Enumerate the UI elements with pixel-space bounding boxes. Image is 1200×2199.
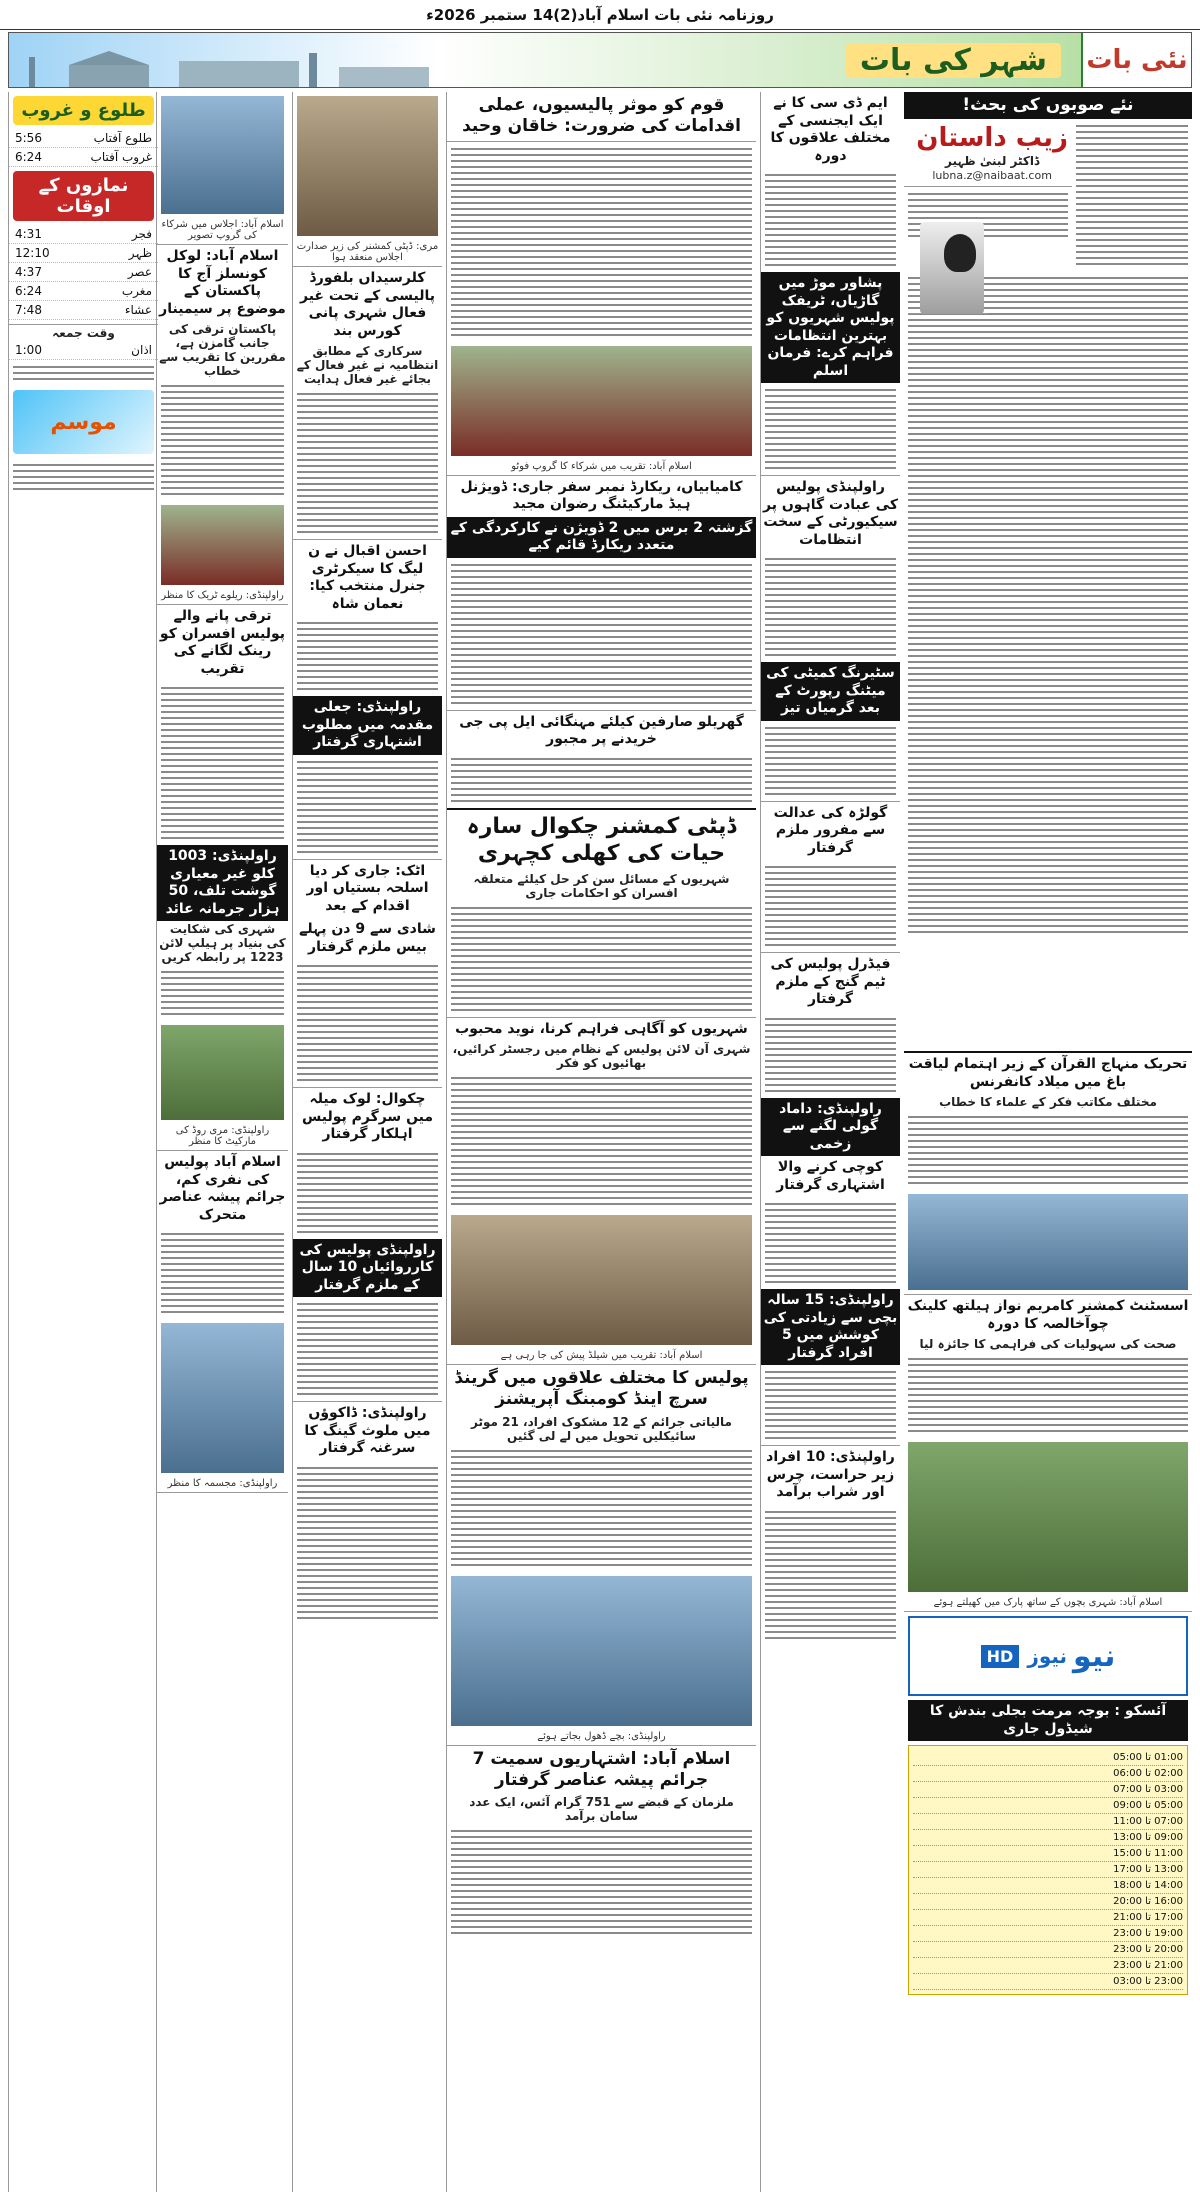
sunset-label: غروب آفتاب	[90, 150, 152, 164]
headline-c3-2: احسن اقبال نے ن لیگ کا سیکرٹری جنرل منتخب کیا: نعمان شاہ	[293, 539, 442, 616]
headline-c1-8: کوچی کرنے والا اشتہاری گرفتار	[776, 1159, 885, 1193]
headline-c3-3: راولپنڈی: جعلی مقدمہ میں مطلوب اشتہاری گرفتار	[293, 696, 442, 755]
schedule-row	[913, 1926, 1183, 1942]
meeting-photo	[297, 96, 438, 236]
prayer-name: عشاء	[124, 303, 152, 317]
sunset-time: 6:24	[15, 150, 42, 164]
headline-c1-2: پشاور موڑ میں گاڑیاں، ٹریفک پولیس شہریوں کو بہترین انتظامات فراہم کرے: فرمان اسلم	[761, 272, 900, 383]
text-c1-8	[761, 1197, 900, 1289]
prayer-name: ظہر	[128, 246, 152, 260]
text-c3-3	[293, 755, 442, 859]
dateline: روزنامہ نئی بات اسلام آباد(2)14 ستمبر 2026ء	[0, 0, 1200, 30]
text-c3-6	[293, 1147, 442, 1239]
text-c1-1	[761, 168, 900, 272]
schedule-row	[913, 1894, 1183, 1910]
headline-c4-1: اسلام آباد: لوکل کونسلز آج کا پاکستان کے موضوع پر سیمینار	[159, 248, 286, 317]
headline-c2-10: اسلام آباد: اشتہاریوں سمیت 7 جرائم پیشہ عناصر گرفتار	[472, 1748, 731, 1790]
text-c3-8	[293, 1461, 442, 1625]
schedule-row	[913, 1814, 1183, 1830]
schedule-time: 16:00 تا 20:00	[1113, 1896, 1183, 1908]
shield-caption: اسلام آباد: تقریب میں شیلڈ پیش کی جا رہی ہے	[447, 1349, 756, 1365]
prayer-time: 6:24	[15, 284, 42, 298]
headline-c2-4: گھریلو صارفین کیلئے مہنگائی ایل پی جی خریدنے پر مجبور	[447, 710, 756, 752]
schedule-time: 14:00 تا 18:00	[1113, 1880, 1183, 1892]
author-email: lubna.z@naibaat.com	[932, 169, 1052, 183]
prayer-row	[9, 263, 158, 282]
text-c2-4	[447, 752, 756, 808]
market-caption: راولپنڈی: مری روڈ کی مارکیٹ کا منظر	[157, 1124, 288, 1151]
text-c4-2	[157, 681, 288, 845]
hd-badge: HD	[981, 1645, 1020, 1668]
headline-c1-3: راولپنڈی پولیس کی عبادت گاہوں پر سیکیورٹی کے سخت انتظامات	[761, 475, 900, 552]
jumma-times	[9, 341, 158, 360]
headline-c4-4: اسلام آباد پولیس کی نفری کم، جرائم پیشہ عناصر متحرک	[159, 1154, 286, 1223]
park-photo	[908, 1442, 1188, 1592]
text-c1-10	[761, 1505, 900, 1645]
article-health-text	[904, 1352, 1192, 1438]
author-column-name: زیب داستان	[916, 123, 1068, 154]
weather-text	[9, 458, 158, 496]
schedule-time: 07:00 تا 11:00	[1113, 1816, 1183, 1828]
headline-c2-1: قوم کو موثر پالیسیوں، عملی اقدامات کی ضرورت: خاقان وحید	[447, 92, 756, 142]
headline-c1-7: راولپنڈی: داماد گولی لگنے سے زخمی	[761, 1098, 900, 1157]
text-c2-3	[447, 558, 756, 710]
schedule-row	[913, 1862, 1183, 1878]
schedule-row	[913, 1766, 1183, 1782]
schedule-time: 05:00 تا 09:00	[1113, 1800, 1183, 1812]
headline-c2-2: کامیابیاں، ریکارڈ نمبر سفر جاری: ڈویژنل ہیڈ مارکیٹنگ رضوان مجید	[460, 478, 743, 512]
text-c1-6	[761, 1012, 900, 1098]
column-text	[1072, 119, 1192, 271]
drums-caption: راولپنڈی: بچے ڈھول بجاتے ہوئے	[447, 1730, 756, 1746]
text-c4-3	[157, 965, 288, 1021]
milad-photo	[908, 1194, 1188, 1290]
schedule-row	[913, 1958, 1183, 1974]
jumma-row	[9, 341, 158, 360]
column-c4	[156, 92, 288, 2192]
prayer-row	[9, 225, 158, 244]
sunrise-row	[9, 129, 158, 148]
headline-c2-5: ڈپٹی کمشنر چکوال سارہ حیات کی کھلی کچہری	[447, 808, 756, 871]
prayer-name: عصر	[127, 265, 152, 279]
sunset-row	[9, 148, 158, 167]
schedule-time: 17:00 تا 21:00	[1113, 1912, 1183, 1924]
schedule-row	[913, 1942, 1183, 1958]
prayer-times	[9, 225, 158, 320]
prayer-time: 4:37	[15, 265, 42, 279]
column-left	[8, 92, 158, 2192]
weather-box	[13, 390, 154, 454]
neo-news-ad	[908, 1616, 1188, 1696]
ad-brand: نیو	[1073, 1638, 1116, 1674]
headline-c1-10: راولپنڈی: 10 افراد زیر حراست، چرس اور شراب برآمد	[761, 1445, 900, 1505]
headline-c4-3-sub: شہری کی شکایت کی بنیاد پر ہیلپ لائن 1223 پر رابطہ کریں	[159, 922, 286, 964]
sunrise-time: 5:56	[15, 131, 42, 145]
headline-c3-4: اٹک: جاری کر دیا اسلحہ بستیاں اور اقدام کے بعد	[293, 859, 442, 919]
text-c2-9	[447, 1444, 756, 1572]
column-c3	[292, 92, 442, 2192]
jumma-title: وقت جمعہ	[9, 324, 158, 341]
headline-c1-5: گولڑہ کی عدالت سے مفرور ملزم گرفتار	[761, 801, 900, 861]
prayer-name: فجر	[131, 227, 152, 241]
text-c2-5	[447, 901, 756, 1017]
section-banner	[9, 33, 1081, 87]
schedule-row	[913, 1750, 1183, 1766]
column-text-3	[904, 271, 1192, 1051]
drums-photo	[451, 1576, 752, 1726]
railway-photo	[161, 505, 284, 585]
group-caption: اسلام آباد: اجلاس میں شرکاء کی گروپ تصویر	[157, 218, 288, 245]
headline-c1-9: راولپنڈی: 15 سالہ بچی سے زیادتی کی کوشش میں 5 افراد گرفتار	[761, 1289, 900, 1365]
group-photo	[161, 96, 284, 214]
statue-caption: راولپنڈی: مجسمہ کا منظر	[157, 1477, 288, 1493]
schedule-time: 03:00 تا 07:00	[1113, 1784, 1183, 1796]
headline-c2-3: گزشتہ 2 برس میں 2 ڈویژن نے کارکردگی کے متعدد ریکارڈ قائم کیے	[447, 517, 756, 558]
paper-logo: نئی بات	[1081, 33, 1191, 87]
headline-c1-6: فیڈرل پولیس کی ٹیم گنج کے ملزم گرفتار	[761, 952, 900, 1012]
schedule-time: 01:00 تا 05:00	[1113, 1752, 1183, 1764]
headline-c2-8-sub: شہری آن لائن پولیس کے نظام میں رجسٹر کرائیں، بھائیوں کو فکر	[452, 1042, 751, 1070]
schedule-time: 23:00 تا 03:00	[1113, 1976, 1183, 1988]
text-c2-8	[447, 1071, 756, 1211]
text-c4-1	[157, 379, 288, 501]
column-c1	[760, 92, 900, 2192]
masthead	[8, 32, 1192, 88]
shield-photo	[451, 1215, 752, 1345]
sunrise-label: طلوع آفتاب	[93, 131, 152, 145]
text-c2-1	[447, 142, 756, 342]
schedule-row	[913, 1910, 1183, 1926]
prayer-time: 7:48	[15, 303, 42, 317]
schedule-row	[913, 1846, 1183, 1862]
prayer-row	[9, 244, 158, 263]
prayer-time: 12:10	[15, 246, 50, 260]
schedule-time: 20:00 تا 23:00	[1113, 1944, 1183, 1956]
text-c1-9	[761, 1365, 900, 1445]
text-c2-10	[447, 1824, 756, 1940]
jumma-time: 1:00	[15, 343, 42, 357]
headline-c2-8: شہریوں کو آگاہی فراہم کرنا، نوید محبوب	[447, 1017, 756, 1042]
headline-c4-1-sub: پاکستان ترقی کی جانب گامزن ہے، مقررین کا تقریب سے خطاب	[159, 322, 286, 378]
text-c1-2	[761, 383, 900, 475]
column-title: نئے صوبوں کی بحث!	[904, 92, 1192, 119]
article-milad-sub: مختلف مکاتب فکر کے علماء کا خطاب	[939, 1095, 1157, 1110]
headline-c2-10-sub: ملزمان کے قبضے سے 751 گرام آئس، ایک عدد سامان برآمد	[469, 1795, 734, 1823]
event-photo	[451, 346, 752, 456]
text-c3-5	[293, 959, 442, 1087]
section-title: شہر کی بات	[846, 43, 1061, 78]
author-name: ڈاکٹر لبنیٰ ظہیر	[945, 154, 1040, 169]
schedule-row	[913, 1974, 1183, 1990]
schedule-time: 09:00 تا 13:00	[1113, 1832, 1183, 1844]
headline-c3-7: راولپنڈی پولیس کی کارروائیاں 10 سال کے ملزم گرفتار	[293, 1239, 442, 1298]
text-c3-2	[293, 616, 442, 696]
text-c1-4	[761, 721, 900, 801]
author-photo	[920, 222, 984, 314]
article-milad-text	[904, 1110, 1192, 1190]
text-c1-5	[761, 860, 900, 952]
text-c3-1	[293, 387, 442, 539]
headline-c3-8: راولپنڈی: ڈاکوؤں میں ملوث گینگ کا سرغنہ گرفتار	[293, 1401, 442, 1461]
schedule-row	[913, 1798, 1183, 1814]
prayer-time: 4:31	[15, 227, 42, 241]
headline-c3-5: شادی سے 9 دن پہلے بیس ملزم گرفتار	[299, 921, 436, 955]
schedule-row	[913, 1782, 1183, 1798]
author-block	[904, 119, 1072, 187]
headline-c4-2: ترقی پانے والے پولیس افسران کو رینک لگانے کی تقریب	[159, 608, 286, 677]
schedule-row	[913, 1830, 1183, 1846]
text-c3-7	[293, 1297, 442, 1401]
headline-c3-1: کلرسیداں بلفورڈ پالیسی کے تحت غیر فعال شہری پانی کورس بند	[299, 270, 436, 339]
statue-photo	[161, 1323, 284, 1473]
column-right	[904, 92, 1192, 2192]
headline-c2-9-sub: مالیاتی جرائم کے 12 مشکوک افراد، 21 موٹر سائیکلیں تحویل میں لے لی گئیں	[471, 1414, 732, 1443]
headline-c3-6: چکوال: لوک میلہ میں سرگرم پولیس اہلکار گرفتار	[293, 1087, 442, 1147]
jumma-text	[9, 360, 158, 386]
prayer-row	[9, 282, 158, 301]
text-c1-3	[761, 552, 900, 662]
article-health-title: اسسٹنٹ کمشنر کامریم نواز ہیلتھ کلینک چوآخالصہ کا دورہ	[904, 1294, 1192, 1336]
headline-c2-9: پولیس کا مختلف علاقوں میں گرینڈ سرچ اینڈ کومبنگ آپریشنز	[454, 1368, 749, 1410]
article-milad-title: تحریک منہاج القرآن کے زیر اہتمام لیاقت باغ میں میلاد کانفرنس	[904, 1051, 1192, 1094]
meeting-caption: مری: ڈپٹی کمشنر کی زیر صدارت اجلاس منعقد ہوا	[293, 240, 442, 267]
power-schedule	[908, 1745, 1188, 1995]
skyline-illustration	[9, 47, 449, 87]
article-health-sub: صحت کی سہولیات کی فراہمی کا جائزہ لیا	[919, 1337, 1177, 1352]
schedule-time: 19:00 تا 23:00	[1113, 1928, 1183, 1940]
schedule-row	[913, 1878, 1183, 1894]
headline-c4-3: راولپنڈی: 1003 کلو غیر معیاری گوشت تلف، 50 ہزار جرمانہ عائد	[157, 845, 288, 921]
ad-brand-2: نیوز	[1027, 1644, 1068, 1669]
sun-title: طلوع و غروب	[13, 96, 154, 125]
railway-caption: راولپنڈی: ریلوے ٹریک کا منظر	[157, 589, 288, 605]
park-caption: اسلام آباد: شہری بچوں کے ساتھ پارک میں کھیلتے ہوئے	[904, 1596, 1192, 1612]
prayer-row	[9, 301, 158, 320]
prayer-name: مغرب	[121, 284, 152, 298]
schedule-time: 21:00 تا 23:00	[1113, 1960, 1183, 1972]
jumma-label: اذان	[131, 343, 152, 357]
sun-times	[9, 129, 158, 167]
schedule-time: 11:00 تا 15:00	[1113, 1848, 1183, 1860]
weather-title: موسم	[50, 409, 117, 435]
prayer-title: نمازوں کے اوقات	[13, 171, 154, 221]
schedule-time: 13:00 تا 17:00	[1113, 1864, 1183, 1876]
schedule-time: 02:00 تا 06:00	[1113, 1768, 1183, 1780]
schedule-title: آئسکو : بوجہ مرمت بجلی بندش کا شیڈول جاری	[908, 1700, 1188, 1741]
headline-c2-5-sub: شہریوں کے مسائل سن کر حل کیلئے متعلقہ افسران کو احکامات جاری	[473, 871, 730, 900]
headline-c3-1-sub: سرکاری کے مطابق انتظامیہ نے غیر فعال کے بجائے غیر فعال ہدایت	[296, 344, 439, 386]
market-photo	[161, 1025, 284, 1120]
column-c2	[446, 92, 756, 2192]
headline-c1-4: سٹیرنگ کمیٹی کی میٹنگ رپورٹ کے بعد گرمیاں تیز	[761, 662, 900, 721]
event-caption: اسلام آباد: تقریب میں شرکاء کا گروپ فوٹو	[447, 460, 756, 476]
headline-c1-1: ایم ڈی سی کا نے ایک ایجنسی کے مختلف علاقوں کا دورہ	[770, 95, 891, 164]
text-c4-4	[157, 1227, 288, 1319]
